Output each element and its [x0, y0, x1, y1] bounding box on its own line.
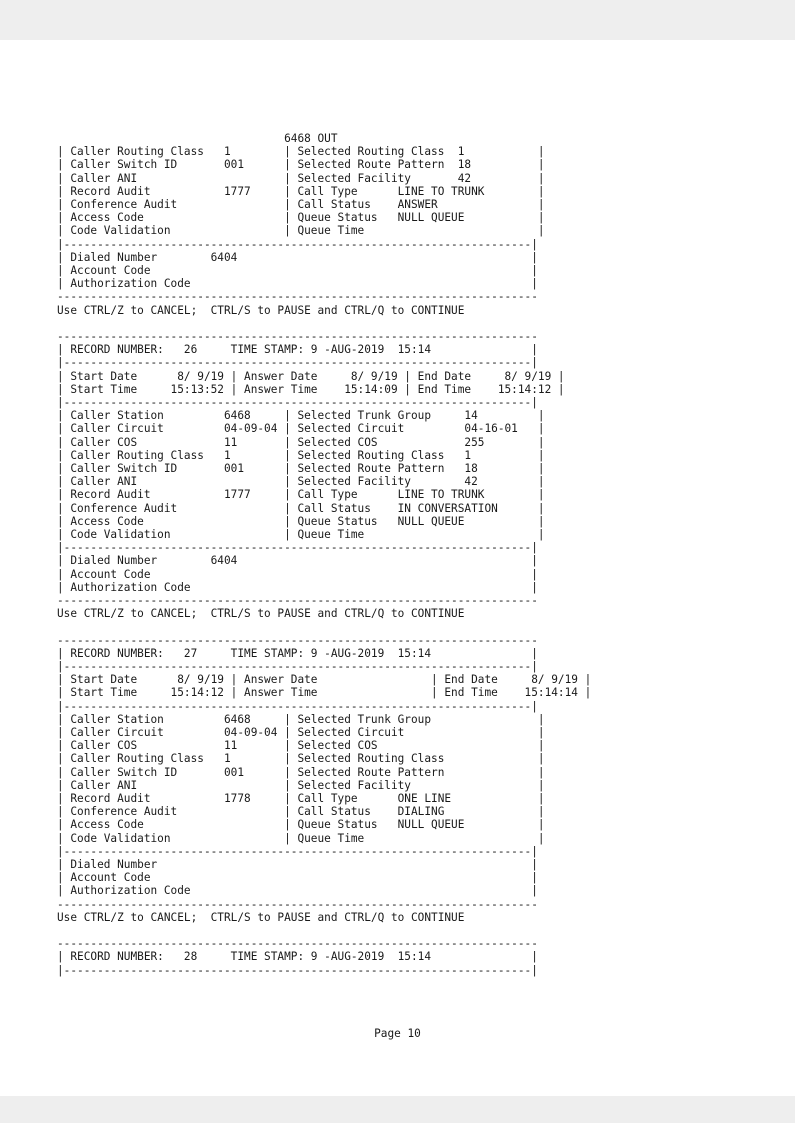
log-line: Use CTRL/Z to CANCEL; CTRL/S to PAUSE and CTRL/Q to CONTINUE: [57, 303, 465, 317]
log-line: 6468 OUT: [57, 132, 338, 145]
log-line: | Code Validation | Queue Time |: [57, 831, 545, 845]
log-line: | Caller Circuit 04-09-04 | Selected Circuit |: [57, 726, 545, 739]
log-line: | Caller Routing Class 1 | Selected Routing Class 1 |: [57, 448, 545, 462]
log-line: | Dialed Number 6404 |: [57, 554, 538, 568]
log-line: | Account Code |: [57, 567, 538, 581]
log-line: |----------------------------------------------------------------------|: [57, 963, 538, 977]
log-line: | Record Audit 1777 | Call Type LINE TO TRUNK |: [57, 488, 545, 502]
log-line: | Conference Audit | Call Status ANSWER |: [57, 198, 545, 211]
log-line: |----------------------------------------------------------------------|: [57, 541, 538, 555]
log-line: | Conference Audit | Call Status IN CONVERSATION |: [57, 501, 545, 515]
log-line: ------------------------------------------------------------------------: [57, 594, 538, 607]
log-line: | RECORD NUMBER: 26 TIME STAMP: 9 -AUG-2019 15:14 |: [57, 343, 538, 357]
log-line: Use CTRL/Z to CANCEL; CTRL/S to PAUSE and CTRL/Q to CONTINUE: [57, 910, 465, 924]
log-line: | Code Validation | Queue Time |: [57, 528, 545, 541]
log-line: |----------------------------------------------------------------------|: [57, 356, 538, 370]
log-line: | Caller Routing Class 1 | Selected Routing Class |: [57, 752, 545, 766]
log-line: ------------------------------------------------------------------------: [57, 937, 538, 951]
log-line: | Code Validation | Queue Time |: [57, 224, 545, 238]
log-line: | Authorization Code |: [57, 884, 538, 898]
log-line: | Access Code | Queue Status NULL QUEUE |: [57, 514, 545, 528]
log-line: | Caller Switch ID 001 | Selected Route Pattern |: [57, 765, 545, 779]
log-line: ------------------------------------------------------------------------: [57, 897, 538, 911]
log-line: | Caller Switch ID 001 | Selected Route Pattern 18 |: [57, 158, 545, 172]
log-line: | Authorization Code |: [57, 277, 538, 291]
log-line: |----------------------------------------------------------------------|: [57, 660, 538, 673]
log-line: | Dialed Number 6404 |: [57, 250, 538, 264]
log-line: | Caller Circuit 04-09-04 | Selected Circuit 04-16-01 |: [57, 422, 545, 436]
log-line: | Start Date 8/ 9/19 | Answer Date 8/ 9/19 | End Date 8/ 9/19 |: [57, 369, 565, 383]
printed-page: [0, 40, 795, 1096]
log-line: | Start Time 15:14:12 | Answer Time | End Time 15:14:14 |: [57, 686, 592, 700]
log-line: | Caller ANI | Selected Facility |: [57, 778, 545, 792]
log-line: | Account Code |: [57, 264, 538, 277]
page-number: Page 10: [374, 1027, 421, 1040]
log-line: |----------------------------------------------------------------------|: [57, 237, 538, 251]
log-line: | Record Audit 1777 | Call Type LINE TO TRUNK |: [57, 184, 545, 198]
log-line: | Caller ANI | Selected Facility 42 |: [57, 171, 545, 185]
log-line: | Caller Station 6468 | Selected Trunk Group 14 |: [57, 409, 545, 423]
log-line: |----------------------------------------------------------------------|: [57, 844, 538, 858]
log-line: Use CTRL/Z to CANCEL; CTRL/S to PAUSE and CTRL/Q to CONTINUE: [57, 607, 465, 621]
log-line: | RECORD NUMBER: 27 TIME STAMP: 9 -AUG-2019 15:14 |: [57, 646, 538, 660]
log-line: ------------------------------------------------------------------------: [57, 290, 538, 304]
log-line: ------------------------------------------------------------------------: [57, 330, 538, 343]
log-line: | Caller Routing Class 1 | Selected Routing Class 1 |: [57, 145, 545, 159]
log-line: | Conference Audit | Call Status DIALING |: [57, 805, 545, 819]
log-line: | Caller COS 11 | Selected COS 255 |: [57, 435, 545, 449]
log-line: | Access Code | Queue Status NULL QUEUE |: [57, 211, 545, 225]
log-line: | Dialed Number |: [57, 858, 538, 871]
log-line: | Start Date 8/ 9/19 | Answer Date | End Date 8/ 9/19 |: [57, 673, 592, 687]
log-line: | Record Audit 1778 | Call Type ONE LINE |: [57, 792, 545, 805]
log-line: | Caller Station 6468 | Selected Trunk Group |: [57, 712, 545, 726]
log-line: | Account Code |: [57, 871, 538, 885]
log-line: | Authorization Code |: [57, 580, 538, 594]
log-line: | RECORD NUMBER: 28 TIME STAMP: 9 -AUG-2019 15:14 |: [57, 950, 538, 964]
log-line: |----------------------------------------------------------------------|: [57, 396, 538, 409]
log-line: | Access Code | Queue Status NULL QUEUE |: [57, 818, 545, 832]
log-line: | Start Time 15:13:52 | Answer Time 15:14:09 | End Time 15:14:12 |: [57, 382, 565, 396]
log-line: | Caller ANI | Selected Facility 42 |: [57, 475, 545, 489]
log-line: |----------------------------------------------------------------------|: [57, 699, 538, 713]
log-line: | Caller Switch ID 001 | Selected Route Pattern 18 |: [57, 462, 545, 475]
log-line: | Caller COS 11 | Selected COS |: [57, 739, 545, 753]
log-line: ------------------------------------------------------------------------: [57, 633, 538, 647]
